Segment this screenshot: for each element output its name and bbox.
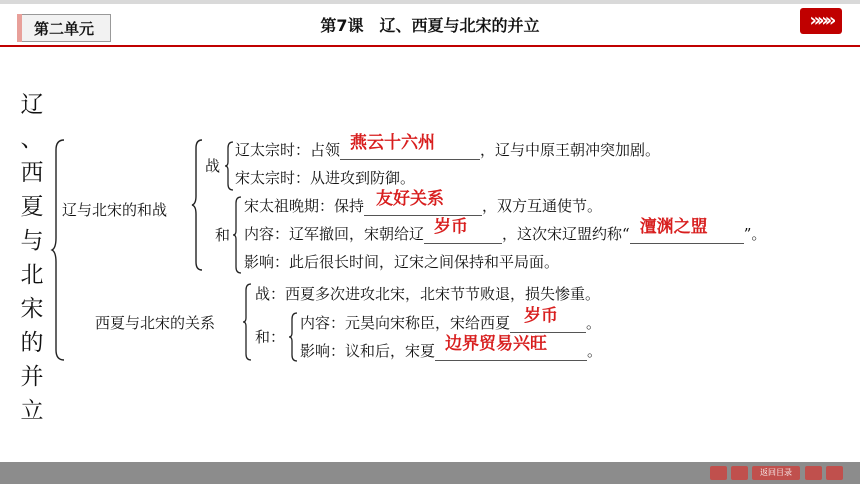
row-suffix: ，双方互通使节。 — [482, 197, 603, 215]
answer-text: 澶渊之盟 — [639, 217, 708, 237]
vertical-title-char: 西 — [20, 160, 44, 186]
peace-row-2 — [244, 217, 767, 244]
answer-text: 燕云十六州 — [350, 133, 436, 153]
prev-page-button[interactable] — [731, 466, 748, 480]
war-row-1 — [235, 133, 661, 160]
answer-blank — [364, 189, 482, 216]
vertical-title-char: 宋 — [20, 296, 44, 322]
peace-label: 和 — [215, 226, 231, 244]
vertical-title-char: 并 — [20, 364, 44, 390]
row-prefix: 宋太祖晚期：保持 — [244, 197, 365, 215]
war-label: 战 — [205, 157, 221, 175]
xixia-song-brace — [243, 282, 253, 362]
vertical-title-char: 夏 — [20, 194, 44, 220]
first-page-button[interactable] — [710, 466, 727, 480]
top-bar — [0, 0, 860, 4]
xixia-war-label: 战： — [255, 285, 286, 303]
row-middle: ，这次宋辽盟约称“ — [502, 225, 630, 243]
answer-blank — [510, 306, 586, 333]
row-suffix: ，辽与中原王朝冲突加剧。 — [480, 141, 661, 159]
vertical-title-char: 辽 — [20, 92, 44, 118]
row-prefix: 内容：辽军撤回，宋朝给辽 — [244, 225, 425, 243]
peace-brace — [233, 195, 243, 275]
answer-text: 边界贸易兴旺 — [445, 334, 548, 354]
unit-tab: 第二单元 — [17, 14, 111, 42]
next-chevrons-icon[interactable]: »»» — [800, 8, 842, 34]
row-suffix: ”。 — [743, 225, 767, 243]
answer-blank — [424, 217, 502, 244]
xixia-peace-label: 和： — [255, 328, 286, 346]
answer-text: 友好关系 — [376, 189, 445, 209]
row-suffix: 。 — [586, 314, 602, 332]
row-prefix: 影响：议和后，宋夏 — [300, 342, 436, 360]
vertical-title — [15, 88, 49, 428]
row-prefix: 内容：元昊向宋称臣，宋给西夏 — [300, 314, 511, 332]
page-title: 第7课 辽、西夏与北宋的并立 — [320, 16, 540, 35]
vertical-title-char: 北 — [20, 262, 44, 288]
peace-row-3: 影响：此后很长时间，辽宋之间保持和平局面。 — [244, 253, 560, 271]
answer-text: 岁币 — [524, 306, 559, 326]
next-page-button[interactable] — [805, 466, 822, 480]
row-suffix: 。 — [587, 342, 603, 360]
vertical-title-char: 的 — [20, 330, 44, 356]
xixia-war-text: 西夏多次进攻北宋，北宋节节败退，损失惨重。 — [285, 285, 601, 303]
liao-song-brace — [192, 138, 204, 272]
answer-blank — [630, 217, 744, 244]
war-brace — [225, 140, 235, 192]
row-prefix: 辽太宗时：占领 — [235, 141, 341, 159]
xixia-peace-row-2 — [300, 334, 603, 361]
xixia-war-row — [255, 284, 600, 304]
back-to-contents-button[interactable]: 返回目录 — [752, 466, 800, 480]
xixia-peace-row-1 — [300, 306, 602, 333]
war-row-2: 宋太宗时：从进攻到防御。 — [235, 169, 416, 187]
vertical-title-char: 与 — [20, 228, 44, 254]
last-page-button[interactable] — [826, 466, 843, 480]
header-divider — [0, 45, 860, 47]
answer-text: 岁币 — [434, 217, 469, 237]
answer-blank — [435, 334, 587, 361]
answer-blank — [340, 133, 480, 160]
main-brace — [52, 138, 66, 362]
vertical-title-char: 、 — [20, 126, 44, 152]
liao-song-label: 辽与北宋的和战 — [62, 201, 168, 219]
xixia-peace-brace — [289, 311, 299, 363]
vertical-title-char: 立 — [20, 398, 44, 424]
peace-row-1 — [244, 189, 603, 216]
xixia-song-label: 西夏与北宋的关系 — [95, 314, 216, 332]
